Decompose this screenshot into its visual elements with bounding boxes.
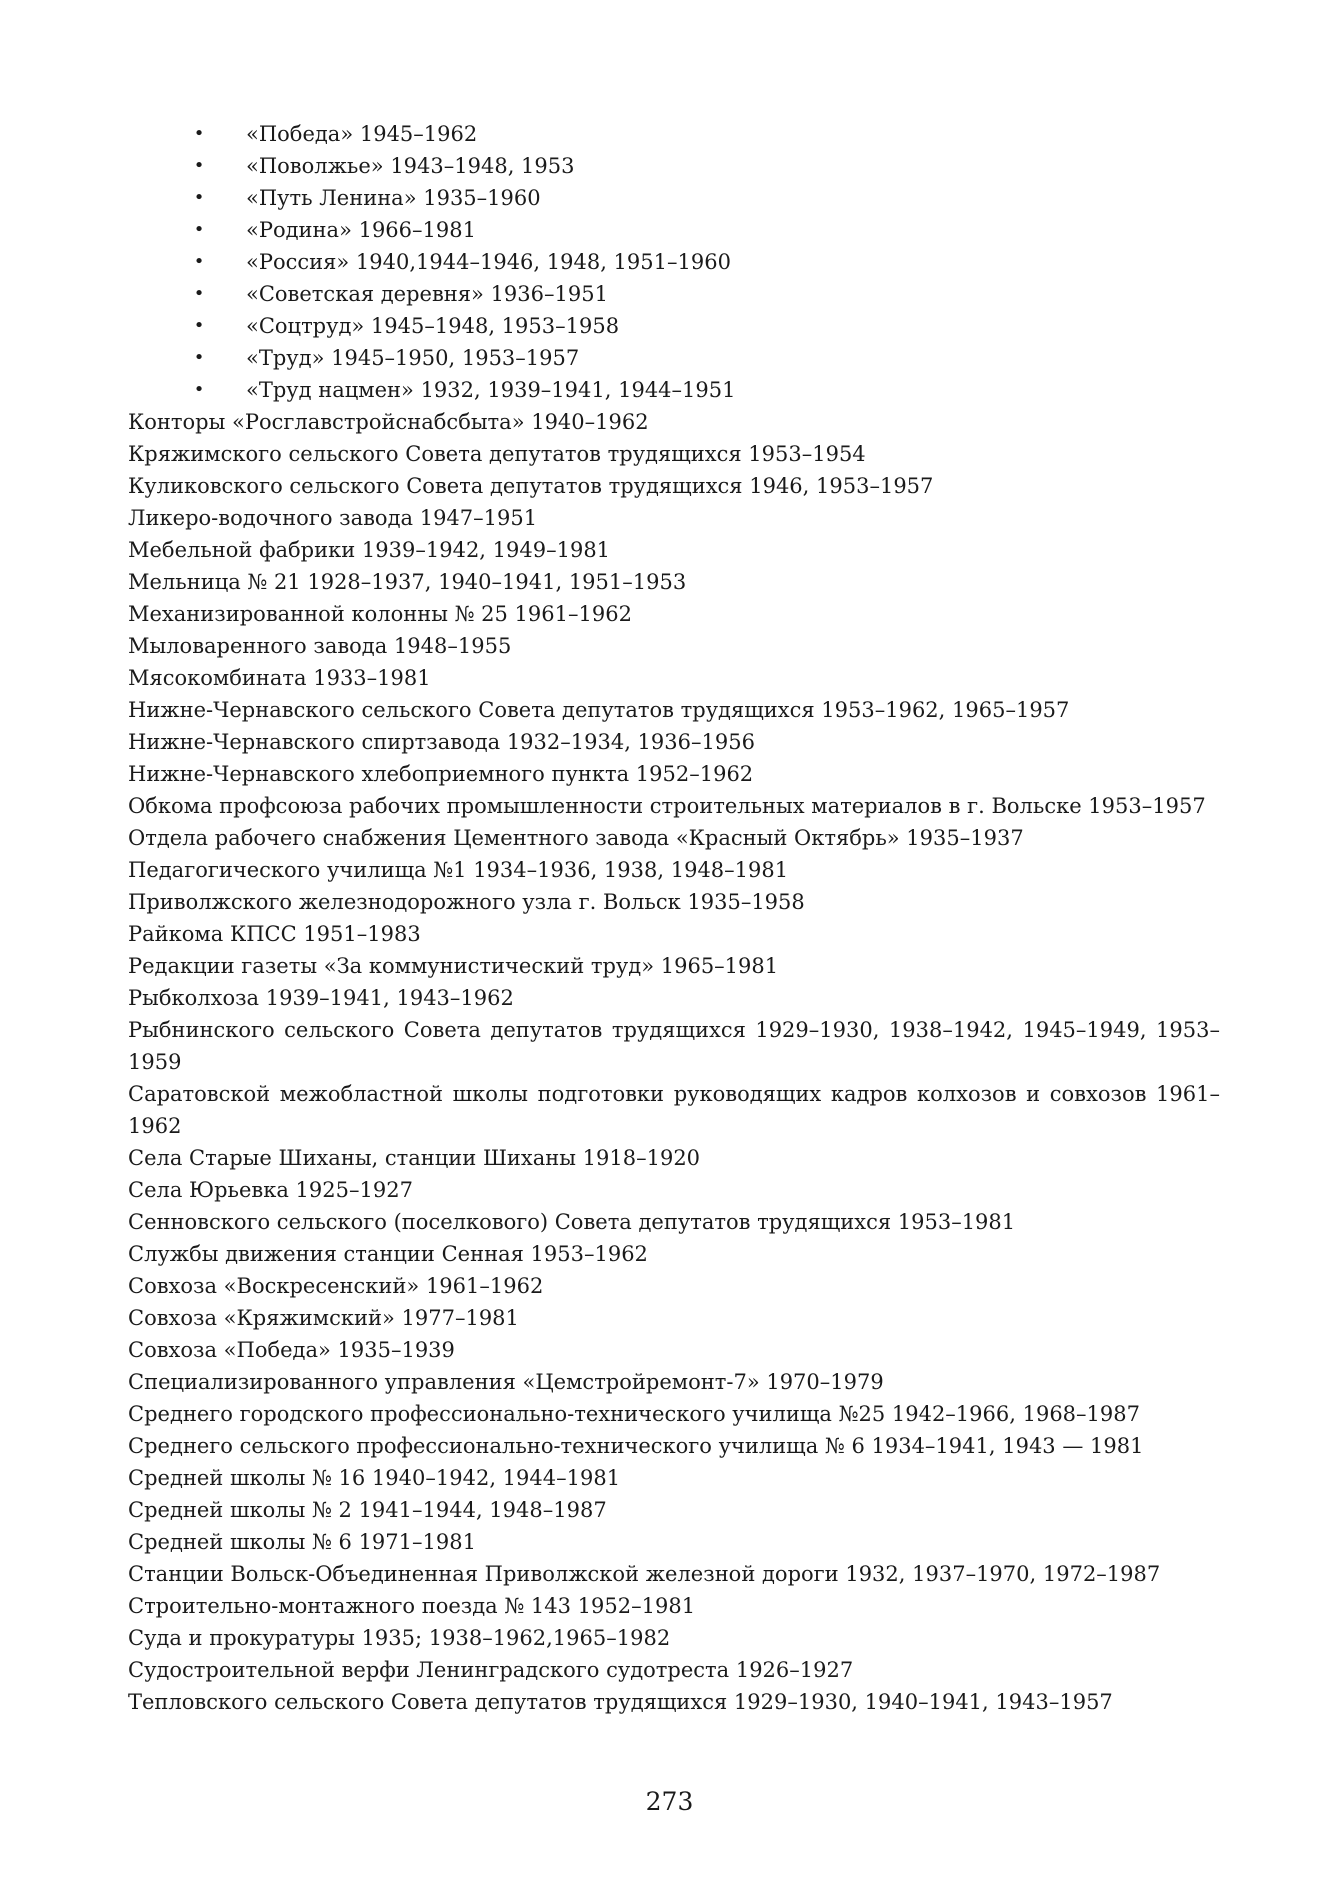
list-entry: Села Старые Шиханы, станции Шиханы 1918–1920: [128, 1146, 701, 1170]
list-item: • «Родина» 1966–1981: [128, 214, 1220, 246]
list-entry: Строительно-монтажного поезда № 143 1952–1981: [128, 1594, 696, 1618]
bullet-icon: •: [193, 315, 205, 336]
list-item: • «Поволжье» 1943–1948, 1953: [128, 150, 1220, 182]
list-entry: Совхоза «Победа» 1935–1939: [128, 1338, 455, 1362]
list-entry: Мыловаренного завода 1948–1955: [128, 634, 512, 658]
list-entry: Рыбколхоза 1939–1941, 1943–1962: [128, 986, 514, 1010]
page-number: 273: [645, 1787, 694, 1816]
list-entry: Приволжского железнодорожного узла г. Вольск 1935–1958: [128, 890, 805, 914]
list-entry: Куликовского сельского Совета депутатов трудящихся 1946, 1953–1957: [128, 474, 934, 498]
list-entry: Кряжимского сельского Совета депутатов трудящихся 1953–1954: [128, 442, 866, 466]
bullet-icon: •: [193, 219, 205, 240]
bullet-icon: •: [193, 251, 205, 272]
list-item: • «Труд нацмен» 1932, 1939–1941, 1944–1951: [128, 374, 1220, 406]
list-entry: Среднего городского профессионально-технического училища №25 1942–1966, 1968–1987: [128, 1402, 1140, 1426]
list-entry: Нижне-Чернавского хлебоприемного пункта 1952–1962: [128, 762, 754, 786]
bullet-icon: •: [193, 283, 205, 304]
list-entry: Села Юрьевка 1925–1927: [128, 1178, 413, 1202]
list-entry: Мясокомбината 1933–1981: [128, 666, 431, 690]
list-entry: Нижне-Чернавского спиртзавода 1932–1934, 1936–1956: [128, 730, 755, 754]
list-entry: Педагогического училища №1 1934–1936, 1938, 1948–1981: [128, 858, 789, 882]
list-entry: Совхоза «Воскресенский» 1961–1962: [128, 1274, 544, 1298]
document-body: [128, 118, 1220, 1718]
list-entry: Средней школы № 2 1941–1944, 1948–1987: [128, 1498, 607, 1522]
list-item: • «Соцтруд» 1945–1948, 1953–1958: [128, 310, 1220, 342]
list-entry: Редакции газеты «За коммунистический труд» 1965–1981: [128, 954, 779, 978]
list-item: • «Россия» 1940,1944–1946, 1948, 1951–1960: [128, 246, 1220, 278]
list-entry: Саратовской межобластной школы подготовки руководящих кадров колхозов и совхозов 1961–1962: [128, 1082, 1220, 1138]
list-entry: Обкома профсоюза рабочих промышленности строительных материалов в г. Вольске 1953–1957: [128, 794, 1206, 818]
list-entry: Суда и прокуратуры 1935; 1938–1962,1965–1982: [128, 1626, 671, 1650]
list-entry: Специализированного управления «Цемстройремонт-7» 1970–1979: [128, 1370, 884, 1394]
list-entry: Механизированной колонны № 25 1961–1962: [128, 602, 632, 626]
list-entry: Совхоза «Кряжимский» 1977–1981: [128, 1306, 519, 1330]
list-entry: Сенновского сельского (поселкового) Совета депутатов трудящихся 1953–1981: [128, 1210, 1016, 1234]
list-entry: Ликеро-водочного завода 1947–1951: [128, 506, 538, 530]
newspaper-bullet-list: [128, 118, 1220, 406]
list-entry: Мебельной фабрики 1939–1942, 1949–1981: [128, 538, 611, 562]
list-entry: Службы движения станции Сенная 1953–1962: [128, 1242, 648, 1266]
organization-list: [128, 406, 1220, 1718]
list-item: • «Победа» 1945–1962: [128, 118, 1220, 150]
list-item: • «Советская деревня» 1936–1951: [128, 278, 1220, 310]
list-entry: Райкома КПСС 1951–1983: [128, 922, 421, 946]
list-entry: Отдела рабочего снабжения Цементного завода «Красный Октябрь» 1935–1937: [128, 826, 1024, 850]
list-entry: Нижне-Чернавского сельского Совета депутатов трудящихся 1953–1962, 1965–1957: [128, 698, 1070, 722]
list-entry: Мельница № 21 1928–1937, 1940–1941, 1951–1953: [128, 570, 687, 594]
bullet-icon: •: [193, 187, 205, 208]
bullet-icon: •: [193, 379, 205, 400]
list-entry: Средней школы № 6 1971–1981: [128, 1530, 476, 1554]
list-entry: Конторы «Росглавстройснабсбыта» 1940–1962: [128, 410, 649, 434]
list-entry: Средней школы № 16 1940–1942, 1944–1981: [128, 1466, 621, 1490]
bullet-icon: •: [193, 123, 205, 144]
list-entry: Судостроительной верфи Ленинградского судотреста 1926–1927: [128, 1658, 854, 1682]
list-entry: Станции Вольск-Объединенная Приволжской железной дороги 1932, 1937–1970, 1972–1987: [128, 1562, 1161, 1586]
list-item: • «Путь Ленина» 1935–1960: [128, 182, 1220, 214]
list-entry: Среднего сельского профессионально-технического училища № 6 1934–1941, 1943 — 1981: [128, 1434, 1144, 1458]
list-entry: Тепловского сельского Совета депутатов трудящихся 1929–1930, 1940–1941, 1943–1957: [128, 1690, 1113, 1714]
bullet-icon: •: [193, 347, 205, 368]
bullet-icon: •: [193, 155, 205, 176]
list-item: • «Труд» 1945–1950, 1953–1957: [128, 342, 1220, 374]
list-entry: Рыбнинского сельского Совета депутатов трудящихся 1929–1930, 1938–1942, 1945–1949, 1953–1959: [128, 1018, 1220, 1074]
